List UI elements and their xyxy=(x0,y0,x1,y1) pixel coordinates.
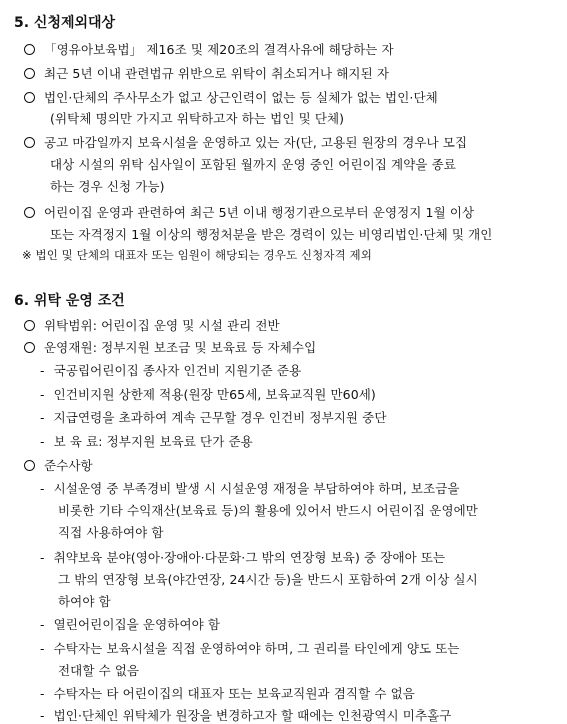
sub-item: - 보 육 료: 정부지원 보육료 단가 준용 xyxy=(40,434,253,449)
list-item: 법인·단체의 주사무소가 없고 상근인력이 없는 등 실체가 없는 법인·단체 xyxy=(24,88,438,106)
dash-bullet-icon: - xyxy=(40,550,45,565)
sub-item: - 국공립어린이집 종사자 인건비 지원기준 준용 xyxy=(40,363,302,378)
sub-item: - 시설운영 중 부족경비 발생 시 시설운영 재정을 부담하여야 하며, 보조금을 xyxy=(40,481,460,496)
list-item-continuation: (위탁체 명의만 가지고 위탁하고자 하는 법인 및 단체) xyxy=(50,111,345,126)
circle-bullet-icon xyxy=(24,137,35,148)
dash-bullet-icon: - xyxy=(40,387,45,402)
dash-bullet-icon: - xyxy=(40,708,45,723)
sub-item-continuation: 직접 사용하여야 함 xyxy=(58,525,164,540)
sub-item: - 수탁자는 보육시설을 직접 운영하여야 하며, 그 권리를 타인에게 양도 또는 xyxy=(40,641,460,656)
sub-item: - 수탁자는 타 어린이집의 대표자 또는 보육교직원과 겸직할 수 없음 xyxy=(40,686,415,701)
dash-bullet-icon: - xyxy=(40,434,45,449)
sub-item-continuation: 그 밖의 연장형 보육(야간연장, 24시간 등)을 반드시 포함하여 2개 이상 실시 xyxy=(58,572,478,587)
circle-bullet-icon xyxy=(24,320,35,331)
dash-bullet-icon: - xyxy=(40,363,45,378)
section6-title: 6. 위탁 운영 조건 xyxy=(14,293,125,309)
list-item: 「영유아보육법」 제16조 및 제20조의 결격사유에 해당하는 자 xyxy=(24,40,394,58)
circle-bullet-icon xyxy=(24,207,35,218)
list-item: 최근 5년 이내 관련법규 위반으로 위탁이 취소되거나 해지된 자 xyxy=(24,64,389,82)
list-item-continuation: 대상 시설의 위탁 심사일이 포함된 월까지 운영 중인 어린이집 계약을 종료 xyxy=(50,157,456,172)
footnote: ※ 법인 및 단체의 대표자 또는 임원이 해당되는 경우도 신청자격 제외 xyxy=(22,248,372,262)
sub-item: - 취약보육 분야(영아·장애아·다문화·그 밖의 연장형 보육) 중 장애아 또는 xyxy=(40,550,446,565)
sub-item: - 지급연령을 초과하여 계속 근무할 경우 인건비 정부지원 중단 xyxy=(40,410,387,425)
section5-title: 5. 신청제외대상 xyxy=(14,15,116,31)
list-item-continuation: 하는 경우 신청 가능) xyxy=(50,179,165,194)
sub-item: - 인건비지원 상한제 적용(원장 만65세, 보육교직원 만60세) xyxy=(40,387,376,402)
list-item-continuation: 또는 자격정지 1월 이상의 행정처분을 받은 경력이 있는 비영리법인·단체 및 개인 xyxy=(50,227,493,242)
circle-bullet-icon xyxy=(24,44,35,55)
list-item: 운영재원: 정부지원 보조금 및 보육료 등 자체수입 xyxy=(24,338,316,356)
circle-bullet-icon xyxy=(24,342,35,353)
sub-item-continuation: 비롯한 기타 수익재산(보육료 등)의 활용에 있어서 반드시 어린이집 운영에만 xyxy=(58,503,478,518)
dash-bullet-icon: - xyxy=(40,686,45,701)
circle-bullet-icon xyxy=(24,92,35,103)
dash-bullet-icon: - xyxy=(40,617,45,632)
dash-bullet-icon: - xyxy=(40,641,45,656)
sub-item-continuation: 하여야 함 xyxy=(58,594,111,609)
list-item: 공고 마감일까지 보육시설을 운영하고 있는 자(단, 고용된 원장의 경우나 모집 xyxy=(24,133,467,151)
list-item: 어린이집 운영과 관련하여 최근 5년 이내 행정기관으로부터 운영정지 1월 이상 xyxy=(24,203,474,221)
sub-item-continuation: 전대할 수 없음 xyxy=(58,663,140,678)
sub-item: - 열린어린이집을 운영하여야 함 xyxy=(40,617,221,632)
list-item: 준수사항 xyxy=(24,456,93,474)
circle-bullet-icon xyxy=(24,460,35,471)
dash-bullet-icon: - xyxy=(40,481,45,496)
circle-bullet-icon xyxy=(24,68,35,79)
dash-bullet-icon: - xyxy=(40,410,45,425)
list-item: 위탁범위: 어린이집 운영 및 시설 관리 전반 xyxy=(24,316,280,334)
sub-item: - 법인·단체인 위탁체가 원장을 변경하고자 할 때에는 인천광역시 미추홀구 xyxy=(40,708,452,723)
